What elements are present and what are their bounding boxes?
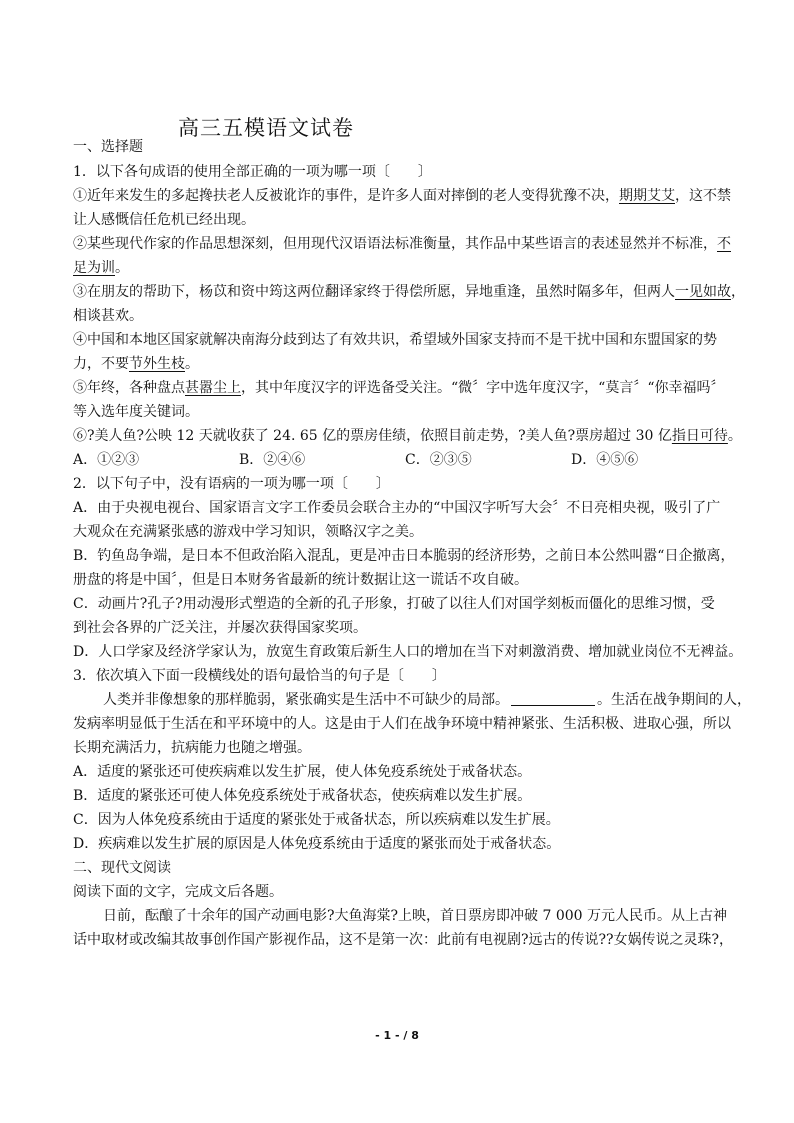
q3-stem: 3．依次填入下面一段横线处的语句最恰当的句子是〔 〕 — [73, 668, 446, 684]
q1-option-a[interactable]: A．①②③ — [73, 452, 140, 468]
underlined-idiom: 指日可待 — [671, 428, 728, 444]
q1-option-d[interactable]: D．④⑤⑥ — [571, 452, 639, 468]
q2-option-c-cont: 到社会各界的广泛关注，并屡次获得国家奖项。 — [73, 620, 367, 636]
q1-sentence-5-cont: 等入选年度关键词。 — [73, 404, 199, 420]
q1-options — [73, 450, 638, 470]
q2-option-a-cont: 大观众在充满紧张感的游戏中学习知识，领略汉字之美。 — [73, 524, 423, 540]
reading-paragraph-1: 日前，酝酿了十余年的国产动画电影?大鱼海棠?上映，首日票房即冲破 7 000 万元人民币。从上古神 — [103, 908, 727, 924]
q1-sentence-2-cont: 足为训。 — [73, 260, 129, 276]
page-number: - 1 - / 8 — [375, 1029, 419, 1042]
q3-option-a[interactable]: A．适度的紧张还可使疾病难以发生扩展，使人体免疫系统处于戒备状态。 — [73, 764, 532, 780]
q3-option-d[interactable]: D．疾病难以发生扩展的原因是人体免疫系统由于适度的紧张而处于戒备状态。 — [73, 836, 561, 852]
reading-paragraph-2: 话中取材或改编其故事创作国产影视作品，这不是第一次：此前有电视剧?远古的传说??女娲传说之灵珠?， — [73, 932, 734, 948]
underlined-idiom: 不 — [717, 236, 731, 252]
q3-option-c[interactable]: C．因为人体免疫系统由于适度的紧张处于戒备状态，所以疾病难以发生扩展。 — [73, 812, 560, 828]
q1-sentence-2: ②某些现代作家的作品思想深刻，但用现代汉语语法标准衡量，其作品中某些语言的表述显然并不标准，不 — [73, 236, 731, 252]
underlined-idiom: 一见如故 — [675, 284, 731, 300]
q3-passage-1: 人类并非像想象的那样脆弱，紧张确实是生活中不可缺少的局部。 。生活在战争期间的人， — [103, 692, 751, 708]
q1-sentence-3-cont: 相谈甚欢。 — [73, 308, 143, 324]
section-heading-reading: 二、现代文阅读 — [73, 860, 171, 876]
underlined-idiom: 期期艾艾 — [619, 188, 675, 204]
q1-sentence-4: ④中国和本地区国家就解决南海分歧到达了有效共识，希望域外国家支持而不是干扰中国和东盟国家的势 — [73, 332, 717, 348]
q1-sentence-6: ⑥?美人鱼?公映 12 天就收获了 24. 65 亿的票房佳绩，依照目前走势，?美人鱼?票房超过 30 亿指日可待。 — [73, 428, 742, 444]
q2-option-c[interactable]: C．动画片?孔子?用动漫形式塑造的全新的孔子形象，打破了以往人们对国学刻板而僵化的思维习惯，受 — [73, 596, 715, 612]
section-heading-choice: 一、选择题 — [73, 139, 143, 155]
underlined-idiom: 甚嚣尘上 — [185, 380, 241, 396]
q2-option-d[interactable]: D．人口学家及经济学家认为，放宽生育政策后新生人口的增加在当下对刺激消费、增加就业岗位不无裨益。 — [73, 644, 743, 660]
q1-sentence-1: ①近年来发生的多起搀扶老人反被讹诈的事件，是许多人面对摔倒的老人变得犹豫不决，期期艾艾，这不禁 — [73, 188, 731, 204]
q3-option-b[interactable]: B．适度的紧张还可使人体免疫系统处于戒备状态，使疾病难以发生扩展。 — [73, 788, 532, 804]
q2-option-b-cont: 册盘的将是中国〞，但是日本财务省最新的统计数据让这一谎话不攻自破。 — [73, 572, 528, 588]
q1-option-c[interactable]: C．②③⑤ — [405, 452, 472, 468]
q1-sentence-3: ③在朋友的帮助下，杨苡和资中筠这两位翻译家终于得偿所愿，异地重逢，虽然时隔多年，但两人一见如故， — [73, 284, 745, 300]
page-title: 高三五模语文试卷 — [178, 116, 354, 140]
fill-blank[interactable] — [511, 691, 595, 706]
underlined-idiom: 足为训 — [73, 260, 115, 276]
q1-stem: 1．以下各句成语的使用全部正确的一项为哪一项〔 〕 — [73, 164, 432, 180]
q2-option-a[interactable]: A．由于央视电视台、国家语言文字工作委员会联合主办的“中国汉字听写大会〞不日亮相央视，吸引了广 — [73, 500, 721, 516]
q1-option-b[interactable]: B．②④⑥ — [239, 452, 306, 468]
q2-option-b[interactable]: B．钓鱼岛争端，是日本不但政治陷入混乱，更是冲击日本脆弱的经济形势，之前日本公然叫嚣“日企撤离， — [73, 548, 735, 564]
reading-instruction: 阅读下面的文字，完成文后各题。 — [73, 884, 283, 900]
q1-sentence-1-cont: 让人感慨信任危机已经出现。 — [73, 212, 255, 228]
q3-passage-3: 长期充满活力，抗病能力也随之增强。 — [73, 740, 311, 756]
q1-sentence-5: ⑤年终，各种盘点甚嚣尘上，其中年度汉字的评选备受关注。“微〞字中选年度汉字，“莫言〞“你幸福吗〞 — [73, 380, 725, 396]
q3-passage-2: 发病率明显低于生活在和平环境中的人。这是由于人们在战争环境中精神紧张、生活积极、进取心强，所以 — [73, 716, 731, 732]
q1-sentence-4-cont: 力，不要节外生枝。 — [73, 356, 199, 372]
q2-stem: 2．以下句子中，没有语病的一项为哪一项〔 〕 — [73, 476, 390, 492]
underlined-idiom: 节外生枝 — [129, 356, 185, 372]
